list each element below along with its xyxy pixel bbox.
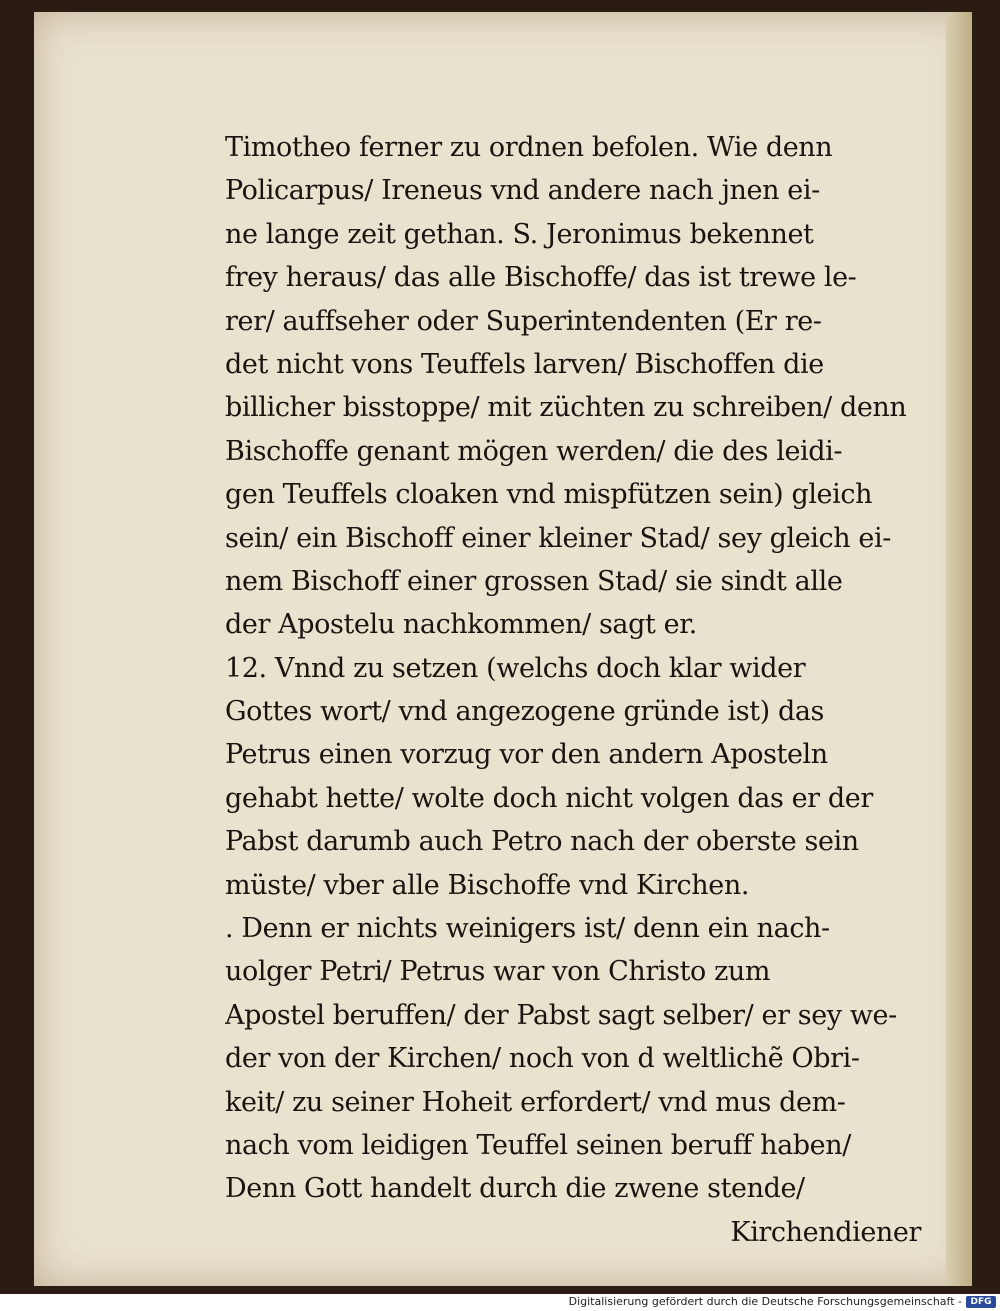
text-line: rer/ auffseher oder Superintendenten (Er re-	[225, 305, 822, 337]
text-line: Policarpus/ Ireneus vnd andere nach jnen ei-	[225, 175, 820, 207]
text-line: müste/ vber alle Bischoffe vnd Kirchen.	[225, 869, 750, 901]
text-line: ne lange zeit gethan. S. Jeronimus bekennet	[225, 218, 814, 250]
text-line: der von der Kirchen/ noch von d weltlichẽ Obri-	[225, 1043, 860, 1075]
text-line: Bischoffe genant mögen werden/ die des leidi-	[225, 435, 843, 467]
text-line: Pabst darumb auch Petro nach der oberste sein	[225, 826, 859, 858]
text-line: Gottes wort/ vnd angezogene gründe ist) das	[225, 696, 825, 728]
text-line: uolger Petri/ Petrus war von Christo zum	[225, 956, 771, 988]
text-line: frey heraus/ das alle Bischoffe/ das ist trewe le-	[225, 262, 857, 294]
text-line: gehabt hette/ wolte doch nicht volgen das er der	[225, 782, 873, 814]
page-edge	[946, 12, 972, 1286]
text-line: gen Teuffels cloaken vnd mispfützen sein) gleich	[225, 479, 873, 511]
text-line: Apostel beruffen/ der Pabst sagt selber/ er sey we-	[225, 999, 897, 1031]
text-line: Denn Gott handelt durch die zwene stende/	[225, 1173, 805, 1205]
footer-bar	[0, 1294, 1000, 1311]
funding-credit: Digitalisierung gefördert durch die Deutsche Forschungsgemeinschaft -	[568, 1295, 962, 1308]
text-line: sein/ ein Bischoff einer kleiner Stad/ sey gleich ei-	[225, 522, 891, 554]
body-text	[225, 126, 925, 1254]
text-line: Petrus einen vorzug vor den andern Aposteln	[225, 739, 828, 771]
text-line: keit/ zu seiner Hoheit erfordert/ vnd mus dem-	[225, 1086, 846, 1118]
catchword: Kirchendiener	[730, 1216, 921, 1248]
text-line: nach vom leidigen Teuffel seinen beruff haben/	[225, 1129, 851, 1161]
text-line: det nicht vons Teuffels larven/ Bischoffen die	[225, 348, 824, 380]
text-line: nem Bischoff einer grossen Stad/ sie sindt alle	[225, 565, 843, 597]
text-line: billicher bisstoppe/ mit züchten zu schreiben/ denn	[225, 392, 907, 424]
text-line: . Denn er nichts weinigers ist/ denn ein nach-	[225, 913, 830, 945]
dfg-logo[interactable]: DFG	[966, 1296, 996, 1308]
text-line: Timotheo ferner zu ordnen befolen. Wie denn	[225, 132, 833, 163]
text-line: 12. Vnnd zu setzen (welchs doch klar wider	[225, 652, 806, 684]
text-line: der Apostelu nachkommen/ sagt er.	[225, 609, 697, 641]
